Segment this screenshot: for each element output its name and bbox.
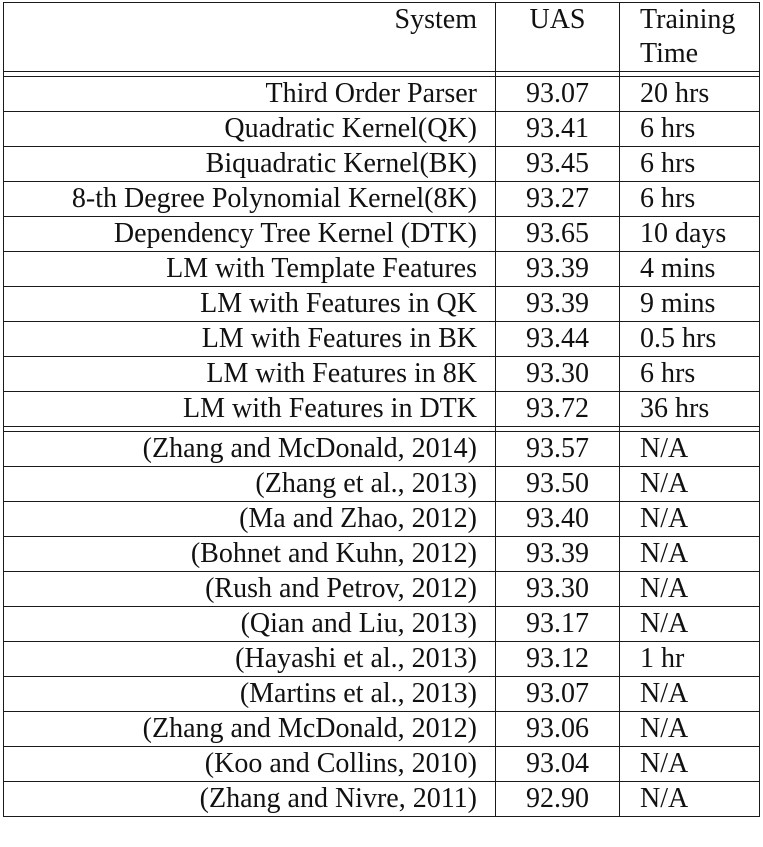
training-time-cell: 4 mins: [620, 252, 760, 287]
training-time-cell: 10 days: [620, 217, 760, 252]
training-time-cell: N/A: [620, 607, 760, 642]
system-cell: (Ma and Zhao, 2012): [4, 502, 496, 537]
uas-cell: 93.07: [496, 677, 620, 712]
training-time-cell: N/A: [620, 432, 760, 467]
system-cell: (Koo and Collins, 2010): [4, 747, 496, 782]
uas-cell: 93.40: [496, 502, 620, 537]
system-cell: LM with Template Features: [4, 252, 496, 287]
system-cell: Biquadratic Kernel(BK): [4, 147, 496, 182]
header-training-time: [620, 3, 760, 72]
system-cell: (Qian and Liu, 2013): [4, 607, 496, 642]
uas-cell: 93.06: [496, 712, 620, 747]
uas-cell: 93.39: [496, 252, 620, 287]
table-row: [4, 252, 760, 287]
table-row: [4, 357, 760, 392]
training-time-cell: N/A: [620, 537, 760, 572]
system-cell: (Zhang and Nivre, 2011): [4, 782, 496, 817]
uas-cell: 93.27: [496, 182, 620, 217]
uas-cell: 93.17: [496, 607, 620, 642]
table-row: [4, 77, 760, 112]
table-row: [4, 712, 760, 747]
training-time-cell: 6 hrs: [620, 357, 760, 392]
system-cell: (Zhang and McDonald, 2014): [4, 432, 496, 467]
uas-cell: 93.45: [496, 147, 620, 182]
table-row: [4, 572, 760, 607]
results-table: [3, 2, 760, 817]
header-training-time-line1: Training: [640, 4, 736, 35]
uas-cell: 93.12: [496, 642, 620, 677]
table-row: [4, 642, 760, 677]
system-cell: (Rush and Petrov, 2012): [4, 572, 496, 607]
system-cell: (Martins et al., 2013): [4, 677, 496, 712]
table-row: [4, 182, 760, 217]
training-time-cell: 6 hrs: [620, 112, 760, 147]
table-row: [4, 607, 760, 642]
table-row: [4, 467, 760, 502]
training-time-cell: N/A: [620, 467, 760, 502]
group-prior-work: [4, 427, 760, 817]
system-cell: (Zhang and McDonald, 2012): [4, 712, 496, 747]
uas-cell: 93.39: [496, 287, 620, 322]
system-cell: Quadratic Kernel(QK): [4, 112, 496, 147]
training-time-cell: N/A: [620, 782, 760, 817]
header-uas: UAS: [496, 3, 620, 72]
system-cell: Third Order Parser: [4, 77, 496, 112]
training-time-cell: N/A: [620, 572, 760, 607]
system-cell: (Hayashi et al., 2013): [4, 642, 496, 677]
table-row: [4, 392, 760, 427]
uas-cell: 92.90: [496, 782, 620, 817]
header-training-time-line2: Time: [640, 38, 699, 69]
training-time-cell: 20 hrs: [620, 77, 760, 112]
uas-cell: 93.65: [496, 217, 620, 252]
system-cell: LM with Features in BK: [4, 322, 496, 357]
system-cell: LM with Features in DTK: [4, 392, 496, 427]
uas-cell: 93.30: [496, 572, 620, 607]
table-row: [4, 782, 760, 817]
system-cell: (Bohnet and Kuhn, 2012): [4, 537, 496, 572]
table-row: [4, 147, 760, 182]
training-time-cell: 1 hr: [620, 642, 760, 677]
uas-cell: 93.44: [496, 322, 620, 357]
table-row: [4, 747, 760, 782]
table-row: [4, 537, 760, 572]
header-system: System: [4, 3, 496, 72]
table-header: [4, 3, 760, 72]
table-row: [4, 112, 760, 147]
uas-cell: 93.50: [496, 467, 620, 502]
training-time-cell: N/A: [620, 712, 760, 747]
system-cell: (Zhang et al., 2013): [4, 467, 496, 502]
training-time-cell: N/A: [620, 747, 760, 782]
uas-cell: 93.04: [496, 747, 620, 782]
uas-cell: 93.72: [496, 392, 620, 427]
system-cell: Dependency Tree Kernel (DTK): [4, 217, 496, 252]
uas-cell: 93.41: [496, 112, 620, 147]
table-row: [4, 322, 760, 357]
uas-cell: 93.07: [496, 77, 620, 112]
training-time-cell: 6 hrs: [620, 147, 760, 182]
uas-cell: 93.57: [496, 432, 620, 467]
group-our-systems: [4, 72, 760, 427]
uas-cell: 93.39: [496, 537, 620, 572]
system-cell: LM with Features in QK: [4, 287, 496, 322]
training-time-cell: N/A: [620, 502, 760, 537]
training-time-cell: 9 mins: [620, 287, 760, 322]
table-row: [4, 217, 760, 252]
table-row: [4, 677, 760, 712]
training-time-cell: 6 hrs: [620, 182, 760, 217]
table-row: [4, 432, 760, 467]
header-row: [4, 3, 760, 72]
table-row: [4, 502, 760, 537]
system-cell: 8-th Degree Polynomial Kernel(8K): [4, 182, 496, 217]
uas-cell: 93.30: [496, 357, 620, 392]
training-time-cell: 0.5 hrs: [620, 322, 760, 357]
table-row: [4, 287, 760, 322]
training-time-cell: 36 hrs: [620, 392, 760, 427]
training-time-cell: N/A: [620, 677, 760, 712]
system-cell: LM with Features in 8K: [4, 357, 496, 392]
